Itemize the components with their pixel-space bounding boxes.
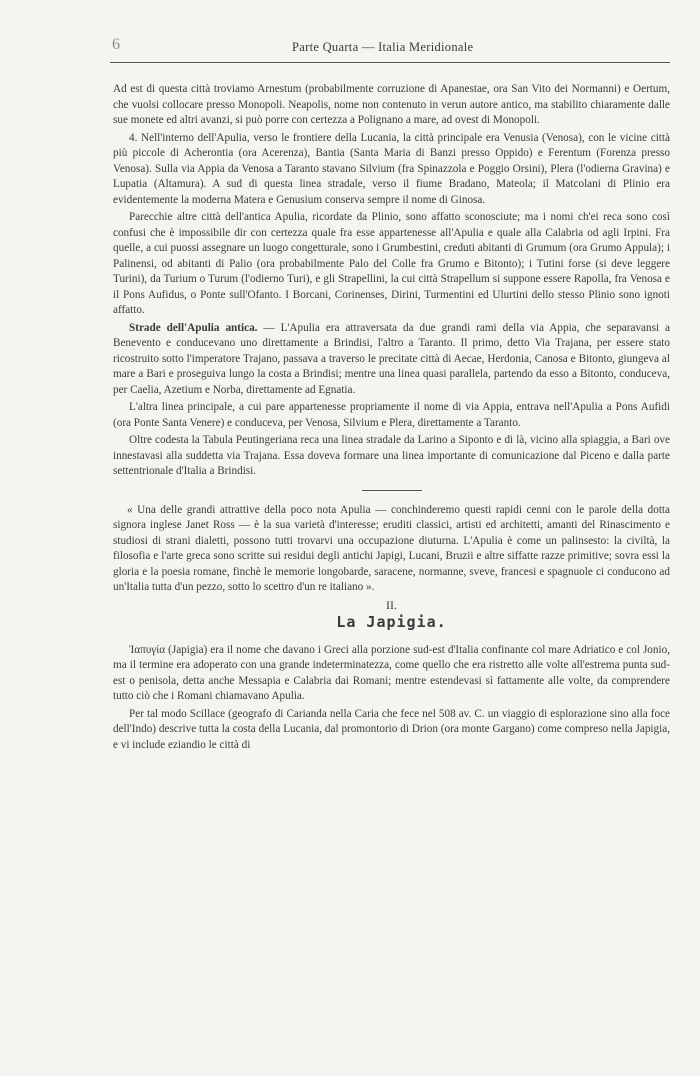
paragraph: L'altra linea principale, a cui pare appartenesse propriamente il nome di via Appia, entrava nell'Apulia a Pons Aufidi (ora Ponte Santa Venere) e conduceva, per Venosa, Silvium e Plera, direttamente a Taranto.: [113, 401, 670, 429]
quotation: [113, 503, 670, 596]
paragraph-text: — L'Apulia era attraversata da due grandi rami della via Appia, che separavansi a Benevento e conducevano uno direttamente a Brindisi, l'altro a Taranto. Il primo, detto Via Trajana, per essere stato ricostruito sotto l'imperatore Trajano, passava a traverso le precitate città di Aecae, Herdonia, Canosa e Bitonto, giungeva al mare a Bari e proseguiva lungo la costa a Brindisi; mentre una linea quasi parallela, partendo da esso a Bitonto, conduceva, per Caelia, Azetium e Norba, direttamente ad Egnatia.: [113, 321, 670, 396]
chapter-title: La Japigia.: [336, 613, 447, 631]
paragraph: Ad est di questa città troviamo Arnestum (probabilmente corruzione di Apanestae, ora San Vito dei Normanni) e Oertum, che vuolsi collocare presso Monopoli. Neapolis, nome non contenuto in verun autore antico, ma stabilito chiaramente dalle sue monete ed altri avanzi, si può porre con certezza a Polignano a mare, ad ovest di Monopoli.: [113, 83, 670, 126]
page-body: [113, 82, 670, 755]
quote-paragraph: « Una delle grandi attrattive della poco nota Apulia — conchinderemo questi rapidi cenni con le parole della dotta signora inglese Janet Ross — è la sua varietà d'interesse; eruditi classici, artisti ed architetti, amanti del Rinascimento e studiosi di strani dialetti, possono tutti trovarvi una occupazione diuturna. L'Apulia è come un palinsesto: la civiltà, la filosofia e l'arte greca sono scritte sui residui degli antichi Japigi, Lucani, Bruzii e altre siffatte razze primitive; sovra essi la gloria e la poesia romane, finchè le memorie longobarde, saracene, normanne, sveve, francesi e spagnuole ci conducono ad un'Italia tutta d'un pezzo, sotto lo scettro d'un re italiano ».: [113, 503, 670, 593]
page-header: [112, 36, 670, 58]
paragraph: 4. Nell'interno dell'Apulia, verso le frontiere della Lucania, la città principale era Venusia (Venosa), con le vicine città più piccole di Acherontia (ora Acerenza), Bantia (Santa Maria di Banzi presso Oppido) e Ferentum (Forenza presso Venosa). Sulla via Appia da Venosa a Taranto stavano Silvium (fra Spinazzola e Poggio Orsini), Plera (l'odierna Gravina) e Lupatia (Altamura). A sud di questa linea stradale, verso il fiume Bradano, Mateola; il Matcolani di Plinio era evidentemente la moderna Matera e Genusium conserva sempre il nome di Ginosa.: [113, 131, 670, 206]
paragraph: Per tal modo Scillace (geografo di Carianda nella Caria che fece nel 508 av. C. un viaggio di esplorazione sino alla foce dell'Indo) descrive tutta la costa della Lucania, dal promontorio di Drion (ora monte Gargano) come compreso nella Japigia, e vi include eziandio le città di: [113, 707, 670, 751]
paragraph: Parecchie altre città dell'antica Apulia, ricordate da Plinio, sono affatto sconosciute; ma i nomi ch'ei reca sono così confusi che è impossibile dir con certezza quale fra esse appartenesse all'Apulia e quale alla Calabria od agli Irpini. Fra quelle, a cui puossi assegnare un luogo congetturale, sono i Grumbestini, creduti abitanti di Grumum (ora Grumo Appula); i Palinensi, od abitanti di Palio (ora probabilmente Palo del Colle fra Grumo e Bitonto); i Tutini forse (si deve leggere Turini), da Turium o Turum (l'odierno Turi), e gli Strapellini, la cui città Strapellum si suppone essere Rapolla, fra Venosa e il Pons Aufidus, o Ponte sull'Ofanto. I Borcani, Corinenses, Dirini, Turmentini ed Ulurtini dello stesso Plinio sono ignoti affatto.: [113, 211, 670, 316]
paragraph-roads: [113, 321, 670, 399]
chapter-number: II.: [386, 597, 397, 612]
page-number: 6: [112, 36, 121, 53]
section-divider: [362, 490, 422, 491]
section-heading: Strade dell'Apulia antica.: [129, 321, 258, 334]
paragraph: Ἰαπυγία (Japigia) era il nome che davano i Greci alla porzione sud-est d'Italia confinante col mare Adriatico e col Jonio, ma il termine era adoperato con una grande indeterminatezza, come quello che era ristretto alle volte all'estrema punta sud-est o penisola, detta anche Messapia e Calabria dai Romani; mentre estendevasi sì fattamente alle volte, da comprendere tutto ciò che i Romani chiamavano Apulia.: [113, 643, 670, 702]
paragraph: Oltre codesta la Tabula Peutingeriana reca una linea stradale da Larino a Siponto e di là, vicino alla spiaggia, a Bari ove innestavasi alla suddetta via Trajana. Essa doveva formare una linea importante di comunicazione dal Piceno e dalla parte settentrionale d'Italia a Brindisi.: [113, 434, 670, 477]
header-rule: [110, 62, 670, 63]
running-title: Parte Quarta — Italia Meridionale: [292, 40, 474, 54]
